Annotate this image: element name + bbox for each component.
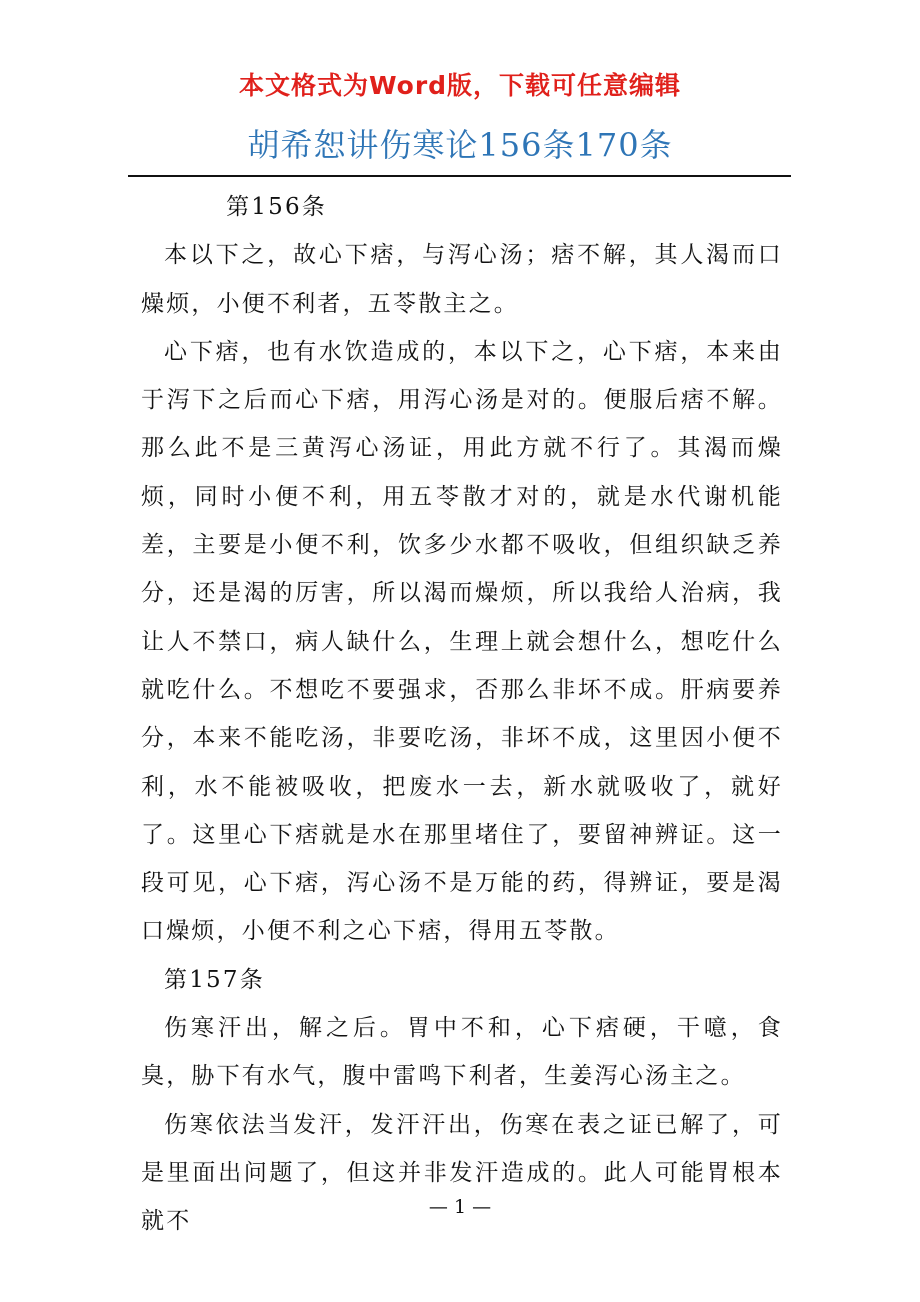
paragraph: 伤寒汗出，解之后。胃中不和，心下痞硬，干噫，食臭，胁下有水气，腹中雷鸣下利者，生姜泻心汤主之。 <box>141 1015 783 1090</box>
paragraph: 心下痞，也有水饮造成的，本以下之，心下痞，本来由于泻下之后而心下痞，用泻心汤是对的。便服后痞不解。那么此不是三黄泻心汤证，用此方就不行了。其渴而燥烦，同时小便不利，用五苓散才对的，就是水代谢机能差，主要是小便不利，饮多少水都不吸收，但组织缺乏养分，还是渴的厉害，所以渴而燥烦，所以我给人治病，我让人不禁口，病人缺什么，生理上就会想什么，想吃什么就吃什么。不想吃不要强求，否那么非坏不成。肝病要养分，本来不能吃汤，非要吃汤，非坏不成，这里因小便不利，水不能被吸收，把废水一去，新水就吸收了，就好了。这里心下痞就是水在那里堵住了，要留神辨证。这一段可见，心下痞，泻心汤不是万能的药，得辨证，要是渴口燥烦，小便不利之心下痞，得用五苓散。 <box>141 338 783 945</box>
section-heading: 第156条 <box>226 194 327 220</box>
format-notice-banner: 本文格式为Word版，下载可任意编辑 <box>238 71 682 100</box>
paragraph: 本以下之，故心下痞，与泻心汤；痞不解，其人渴而口燥烦，小便不利者，五苓散主之。 <box>141 242 783 317</box>
title-divider <box>128 175 791 177</box>
page-number: — 1 — <box>428 1196 492 1218</box>
paragraph: 伤寒依法当发汗，发汗汗出，伤寒在表之证已解了，可是里面出问题了，但这并非发汗造成的。此人可能胃根本就不 <box>141 1111 783 1235</box>
document-title: 胡希恕讲伤寒论156条170条 <box>247 126 673 164</box>
document-body <box>141 183 783 1246</box>
section-heading: 第157条 <box>164 966 265 993</box>
